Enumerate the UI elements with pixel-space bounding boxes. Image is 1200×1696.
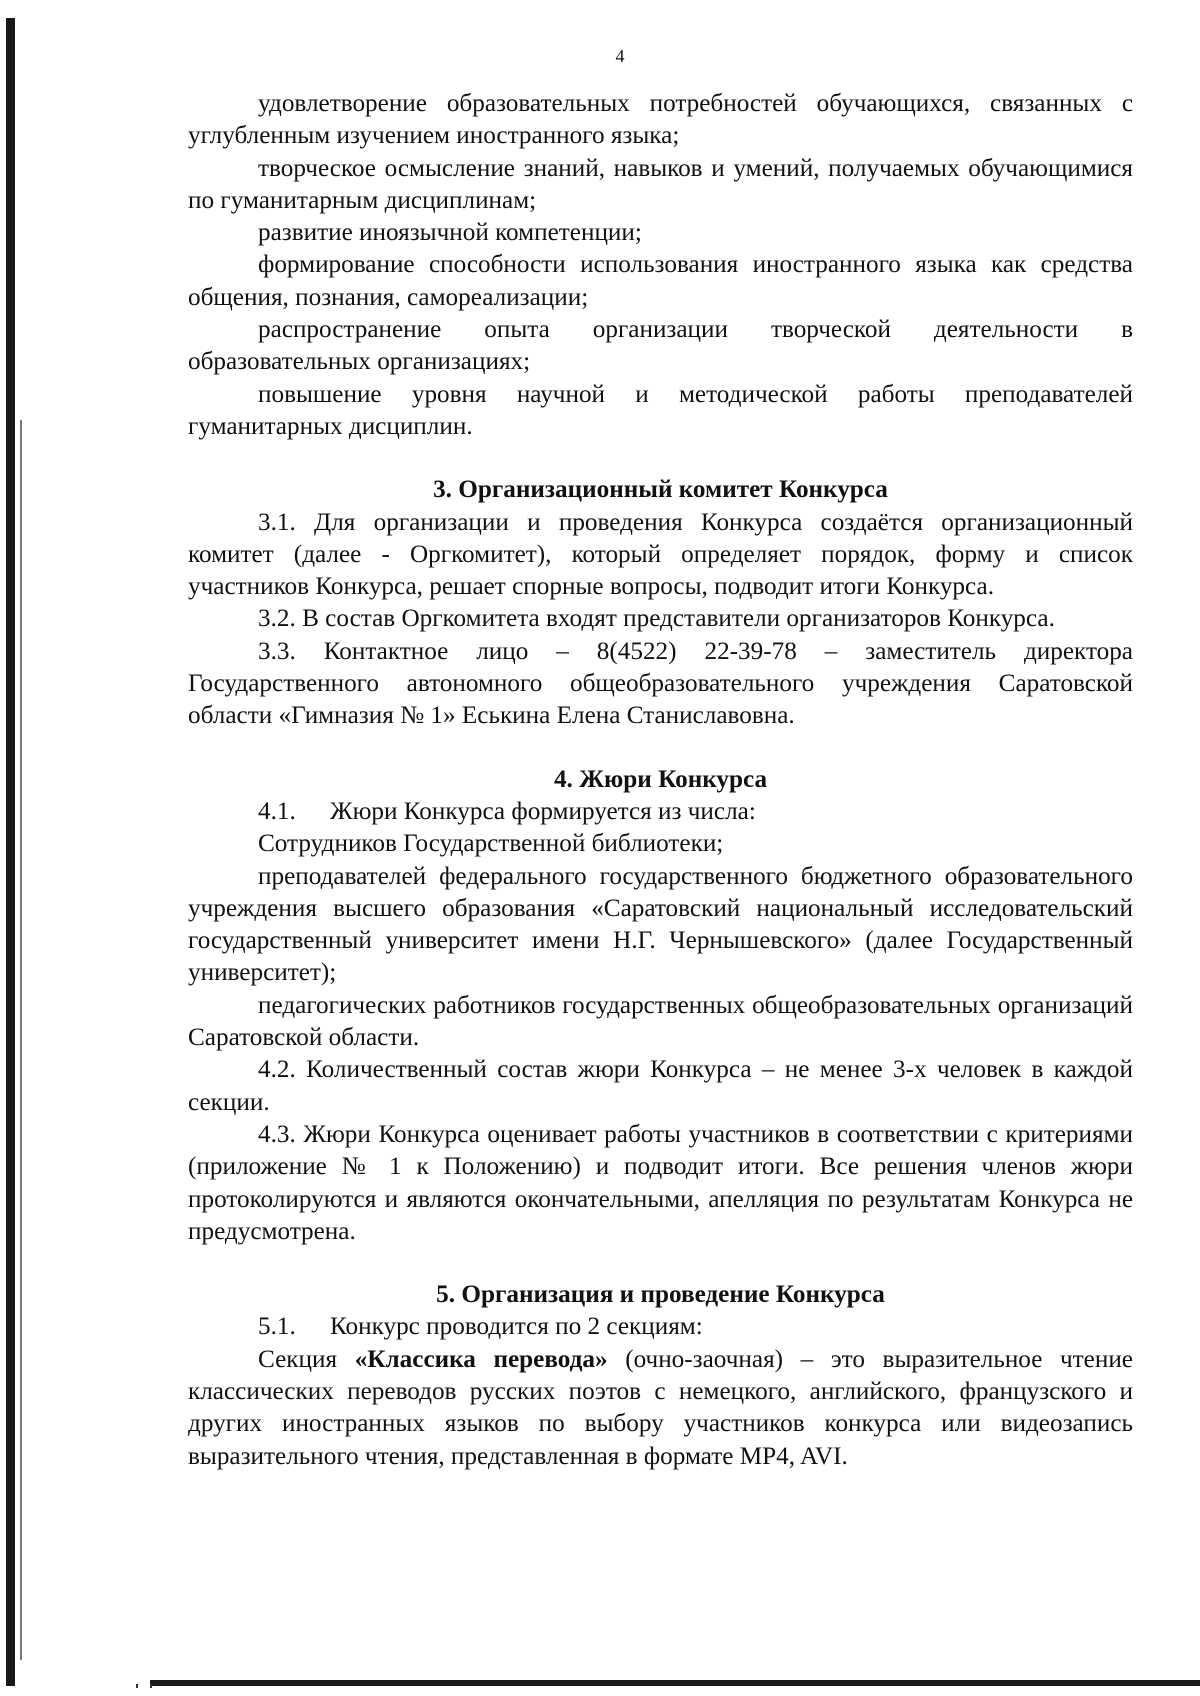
section-3-heading: 3. Организационный комитет Конкурса bbox=[433, 476, 888, 504]
page-number: 4 bbox=[615, 46, 625, 66]
intro-item: повышение уровня научной и методической работы преподавателей гуманитарных дисциплин. bbox=[188, 380, 1133, 440]
intro-item: удовлетворение образовательных потребностей обучающихся, связанных с углубленным изучением иностранного языка; bbox=[188, 90, 1133, 150]
section-4-paragraph: преподавателей федерального государственного бюджетного образовательного учреждения высшего образования «Саратовский национальный исследовательский государственный университет имени Н.Г. Чернышевского» (далее Государственный университет); bbox=[188, 862, 1133, 987]
section-3-paragraph: 3.3. Контактное лицо – 8(4522) 22-39-78 – заместитель директора Государственного автономного общеобразовательного учреждения Саратовской области «Гимназия № 1» Еськина Елена Станиславовна. bbox=[188, 637, 1133, 730]
clause-text: Конкурс проводится по 2 секциям: bbox=[330, 1313, 703, 1341]
intro-item: распространение опыта организации творческой деятельности в образовательных организациях; bbox=[188, 316, 1133, 376]
scan-bottom-edge bbox=[150, 1680, 1200, 1686]
section-5-paragraph bbox=[188, 1344, 1133, 1473]
scan-bottom-marks bbox=[136, 1684, 152, 1688]
section-3-paragraph: 3.1. Для организации и проведения Конкурса создаётся организационный комитет (далее - Оргкомитет), который определяет порядок, форму и список участников Конкурса, решает спорные вопросы, подводит итоги Конкурса. bbox=[188, 508, 1133, 601]
section-4-paragraph: 4.2. Количественный состав жюри Конкурса – не менее 3-х человек в каждой секции. bbox=[188, 1056, 1133, 1116]
section-name-bold: «Классика перевода» bbox=[354, 1345, 608, 1373]
section-5-heading: 5. Организация и проведение Конкурса bbox=[436, 1281, 885, 1309]
scan-edge-shadow bbox=[6, 18, 15, 1686]
section-4-paragraph bbox=[188, 796, 1133, 828]
section-3-paragraph: 3.2. В состав Оргкомитета входят представители организаторов Конкурса. bbox=[258, 605, 1055, 633]
intro-item: формирование способности использования иностранного языка как средства общения, познания, самореализации; bbox=[188, 251, 1133, 311]
intro-item: развитие иноязычной компетенции; bbox=[258, 219, 642, 247]
document-body bbox=[188, 88, 1133, 1473]
clause-text: Жюри Конкурса формируется из числа: bbox=[330, 797, 756, 825]
section-4-paragraph: 4.3. Жюри Конкурса оценивает работы участников в соответствии с критериями (приложение № 1 к Положению) и подводит итоги. Все решения членов жюри протоколируются и являются окончательными, апелляция по результатам Конкурса не предусмотрена. bbox=[188, 1120, 1133, 1245]
section-4-heading: 4. Жюри Конкурса bbox=[553, 765, 768, 793]
clause-number: 4.1. bbox=[258, 797, 296, 825]
scan-edge-line bbox=[20, 420, 22, 1660]
section-4-paragraph: педагогических работников государственных общеобразовательных организаций Саратовской области. bbox=[188, 991, 1133, 1052]
clause-number: 5.1. bbox=[258, 1313, 296, 1341]
intro-item: творческое осмысление знаний, навыков и умений, получаемых обучающимися по гуманитарным дисциплинам; bbox=[188, 154, 1133, 214]
clause-lead: Секция bbox=[258, 1345, 355, 1373]
section-4-paragraph: Сотрудников Государственной библиотеки; bbox=[258, 830, 724, 858]
clause-text: (очно-заочная) – это выразительное чтение классических переводов русских поэтов с немецкого, английского, французского и других иностранных языков по выбору участников конкурса или видеозапись выразительного чтения, представленная в формате MP4, AVI. bbox=[188, 1345, 1133, 1470]
section-5-paragraph bbox=[188, 1311, 1133, 1343]
